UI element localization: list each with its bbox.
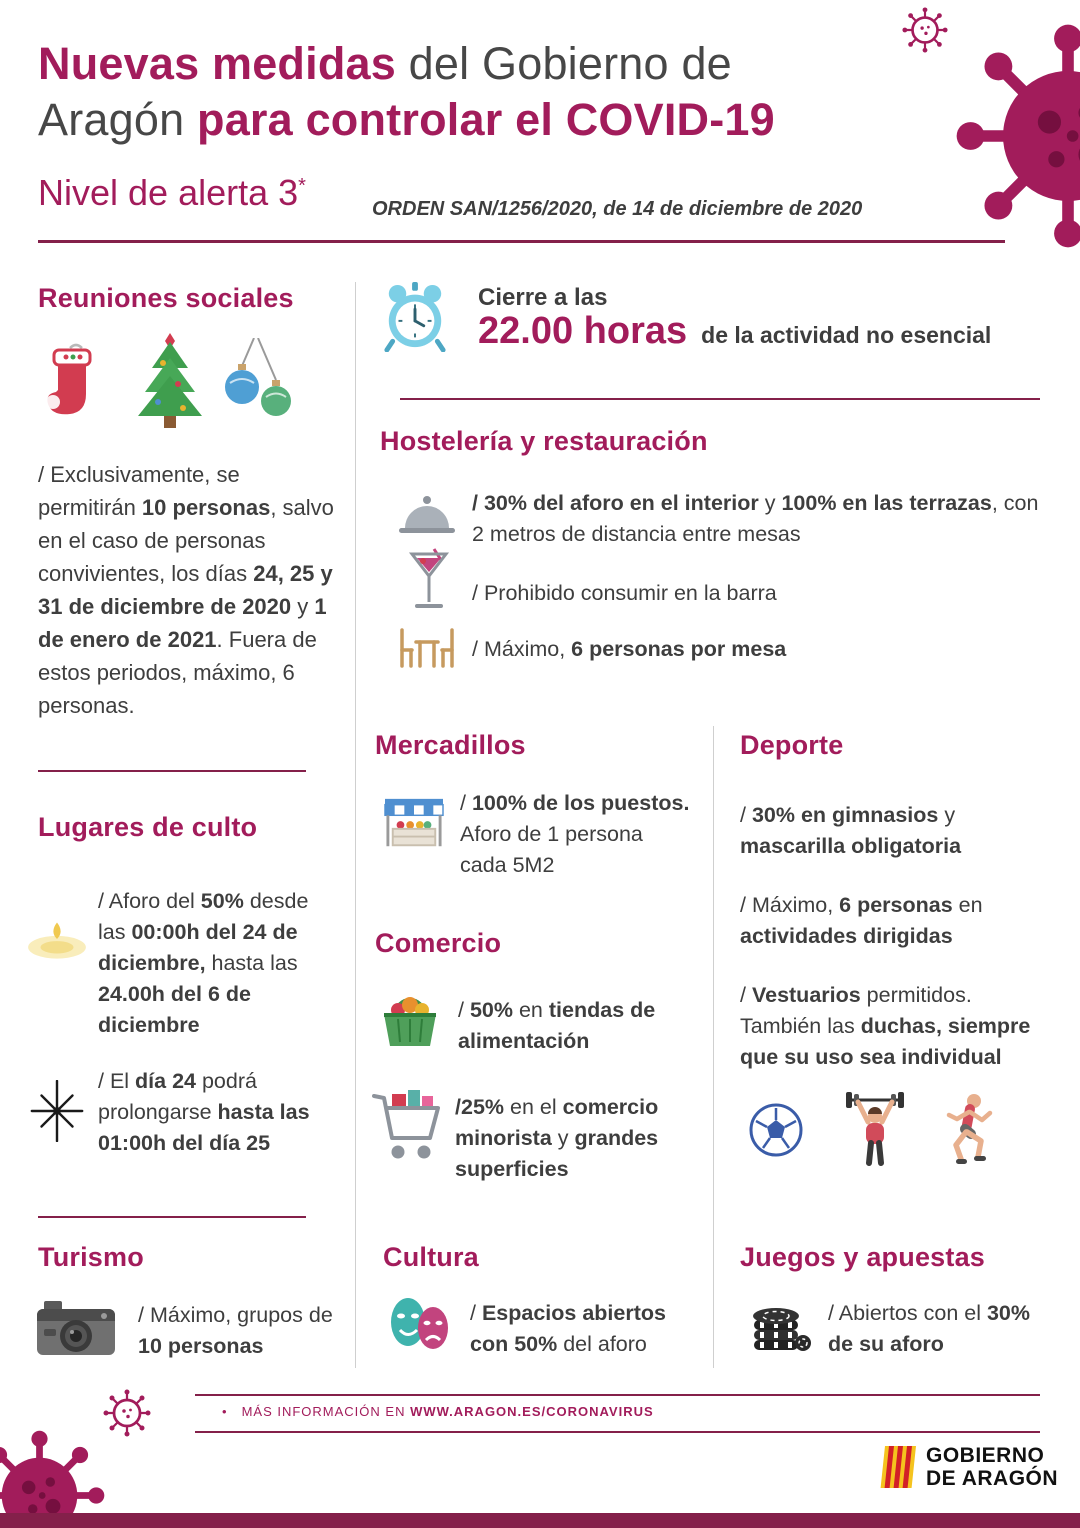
ornaments-icon [224,338,296,430]
section-heading-reuniones: Reuniones sociales [38,283,294,313]
footer-rule-top [195,1394,1040,1396]
virus-icon [948,20,1080,252]
section-heading-turismo: Turismo [38,1242,144,1272]
bottom-bar [0,1513,1080,1528]
hosteleria-item-3: / Máximo, 6 personas por mesa [472,637,787,661]
section-heading-deporte: Deporte [740,730,844,760]
gobierno-aragon-logo [880,1444,1058,1490]
cultura-item-1: / Espacios abiertos con 50% del aforo [470,1301,666,1356]
closure-time: 22.00 horas [478,310,688,352]
comercio-item-1: / 50% en tiendas de alimentación [458,998,656,1053]
section-heading-juegos: Juegos y apuestas [740,1242,986,1272]
alarm-clock-icon [382,282,448,352]
juegos-item-1: / Abiertos con el 30% de su aforo [828,1301,1030,1356]
deporte-item-2: / Máximo, 6 personas en actividades dirigidas [740,893,983,948]
soccer-ball-icon [748,1102,804,1158]
serving-dish-icon [398,492,456,538]
hosteleria-item-1: / 30% del aforo en el interior y 100% en las terrazas, con 2 metros de distancia entre mesas [472,491,1039,546]
footer-rule-bottom [195,1431,1040,1433]
virus-outline-icon [901,6,949,54]
deporte-item-3: / Vestuarios permitidos. También las duchas, siempre que su uso sea individual [740,983,1031,1069]
footer-info [222,1404,654,1419]
weightlifter-icon [842,1090,908,1166]
closure-line2: de la actividad no esencial [701,322,992,348]
christmas-stocking-icon [42,342,108,430]
divider [38,770,306,772]
theater-masks-icon [385,1295,455,1355]
hosteleria-item-2: / Prohibido consumir en la barra [472,581,777,605]
section-heading-hosteleria: Hostelería y restauración [380,426,708,456]
comercio-item-2: /25% en el comercio minorista y grandes superficies [455,1095,659,1181]
shopping-cart-icon [372,1088,446,1166]
order-reference: ORDEN SAN/1256/2020, de 14 de diciembre de 2020 [372,198,863,220]
section-heading-comercio: Comercio [375,928,502,958]
virus-outline-icon [102,1388,152,1438]
logo-text [926,1444,1058,1490]
cocktail-icon [408,548,450,614]
turismo-item-1: / Máximo, grupos de 10 personas [138,1303,333,1358]
vertical-divider [713,726,714,1368]
page-title [38,36,918,148]
mercadillos-item-1: / 100% de los puestos. Aforo de 1 persona cada 5M2 [460,791,690,877]
alert-asterisk: * [298,175,306,197]
market-stall-icon [383,795,445,853]
christmas-tree-icon [128,332,212,430]
aragon-flag-icon [880,1446,916,1488]
footer-info-prefix: MÁS INFORMACIÓN EN [241,1404,411,1419]
header-rule [38,240,1005,243]
vertical-divider [355,282,356,1368]
section-heading-cultura: Cultura [383,1242,479,1272]
logo-line1: GOBIERNO [926,1444,1045,1467]
closure-row [478,310,991,353]
closure-line1: Cierre a las [478,284,608,311]
coronavirus-url[interactable]: WWW.ARAGON.ES/CORONAVIRUS [410,1404,654,1419]
section-heading-culto: Lugares de culto [38,812,258,842]
title-line2: Aragón para controlar el COVID-19 [38,94,775,145]
divider [400,398,1040,400]
table-chairs-icon [396,626,458,670]
section-heading-mercadillos: Mercadillos [375,730,526,760]
alert-level: Nivel de alerta 3* [38,172,306,213]
reuniones-text: / Exclusivamente, se permitirán 10 personas, salvo en el caso de personas convivientes, los días 24, 25 y 31 de diciembre de 2020 y 1 de enero de 2021. Fuera de estos periodos, máximo, 6 personas. [38,462,334,718]
culto-item-2: / El día 24 podrá prolongarse hasta las 01:00h del día 25 [98,1069,310,1155]
candle-icon [24,916,90,962]
camera-icon [36,1298,116,1358]
title-line1: Nuevas medidas del Gobierno de [38,38,732,89]
culto-item-1: / Aforo del 50% desde las 00:00h del 24 de diciembre, hasta las 24.00h del 6 de diciembre [98,889,309,1037]
star-icon [26,1080,88,1142]
divider [38,1216,306,1218]
logo-line2: DE ARAGÓN [926,1467,1059,1490]
bullet: • [222,1404,228,1419]
deporte-item-1: / 30% en gimnasios y mascarilla obligatoria [740,803,962,858]
grocery-basket-icon [378,988,442,1050]
poker-chips-icon [748,1296,812,1354]
runner-icon [940,1092,998,1168]
